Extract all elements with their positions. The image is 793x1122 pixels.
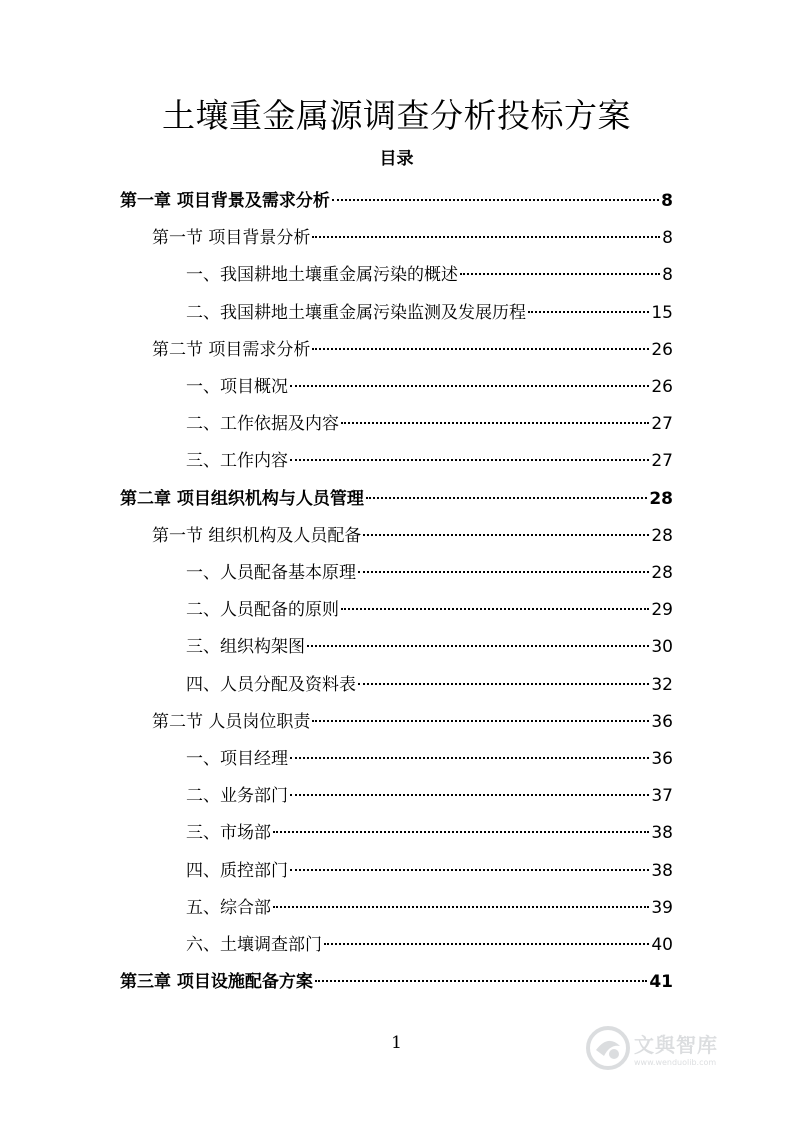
toc-entry-page: 27 xyxy=(651,414,673,435)
toc-entry-level-3[interactable] xyxy=(186,262,673,288)
toc-dot-leader xyxy=(290,794,649,796)
page-number: 1 xyxy=(391,1033,402,1053)
toc-entry-level-3[interactable] xyxy=(186,672,673,698)
toc-entry-page: 26 xyxy=(651,339,673,360)
toc-entry-level-2[interactable] xyxy=(152,225,673,251)
toc-entry-page: 29 xyxy=(651,600,673,621)
toc-dot-leader xyxy=(290,757,649,759)
toc-entry-label: 一、人员配备基本原理 xyxy=(186,563,356,583)
toc-entry-level-1[interactable] xyxy=(120,969,673,995)
toc-entry-page: 39 xyxy=(651,897,673,918)
toc-entry-level-2[interactable] xyxy=(152,337,673,363)
toc-entry-level-3[interactable] xyxy=(186,374,673,400)
watermark-name: 文與智库 xyxy=(634,1033,718,1057)
toc-entry-page: 28 xyxy=(651,525,673,546)
toc-entry-label: 二、人员配备的原则 xyxy=(186,600,339,621)
toc-heading: 目录 xyxy=(379,149,414,169)
toc-entry-label: 一、我国耕地土壤重金属污染的概述 xyxy=(186,265,458,286)
toc-entry-page: 38 xyxy=(651,823,673,844)
toc-entry-level-3[interactable] xyxy=(186,597,673,623)
toc-dot-leader xyxy=(290,459,649,461)
toc-entry-level-2[interactable] xyxy=(152,523,673,549)
toc-entry-level-3[interactable] xyxy=(186,448,673,474)
toc-dot-leader xyxy=(332,199,659,201)
toc-entry-label: 四、人员分配及资料表 xyxy=(186,674,356,695)
toc-entry-page: 15 xyxy=(651,302,673,323)
toc-dot-leader xyxy=(312,720,649,722)
toc-dot-leader xyxy=(312,348,649,350)
toc-entry-level-3[interactable] xyxy=(186,746,673,772)
toc-entry-page: 28 xyxy=(649,488,673,509)
toc-entry-page: 40 xyxy=(651,935,673,955)
watermark-url: www.wenduolib.com xyxy=(634,1058,717,1067)
toc-entry-label: 三、工作内容 xyxy=(186,451,288,472)
toc-entry-page: 26 xyxy=(651,377,673,397)
toc-entry-label: 第二节 人员岗位职责 xyxy=(152,711,311,732)
toc-entry-level-3[interactable] xyxy=(186,820,673,846)
toc-dot-leader xyxy=(324,943,649,945)
toc-entry-page: 36 xyxy=(651,711,673,732)
toc-dot-leader xyxy=(358,683,649,685)
document-title: 土壤重金属源调查分析投标方案 xyxy=(162,96,631,135)
toc-entry-level-3[interactable] xyxy=(186,411,673,437)
toc-dot-leader xyxy=(366,497,647,499)
toc-entry-level-1[interactable] xyxy=(120,188,673,214)
toc-dot-leader xyxy=(341,422,649,424)
toc-entry-page: 37 xyxy=(651,786,673,807)
toc-entry-level-3[interactable] xyxy=(186,932,673,958)
toc-entry-label: 二、我国耕地土壤重金属污染监测及发展历程 xyxy=(186,302,526,323)
toc-dot-leader xyxy=(273,831,649,833)
toc-entry-page: 38 xyxy=(651,860,673,881)
toc-dot-leader xyxy=(341,608,649,610)
toc-entry-page: 8 xyxy=(662,265,673,286)
toc-entry-level-3[interactable] xyxy=(186,895,673,921)
watermark xyxy=(586,1020,756,1076)
toc-entry-label: 六、土壤调查部门 xyxy=(186,935,322,955)
toc-dot-leader xyxy=(312,236,660,238)
toc-entry-level-3[interactable] xyxy=(186,300,673,326)
toc-dot-leader xyxy=(363,534,649,536)
toc-dot-leader xyxy=(290,869,649,871)
toc-entry-level-1[interactable] xyxy=(120,486,673,512)
toc-entry-page: 30 xyxy=(651,637,673,658)
toc-entry-page: 28 xyxy=(651,563,673,583)
toc-dot-leader xyxy=(290,385,649,387)
toc-entry-label: 二、工作依据及内容 xyxy=(186,414,339,435)
watermark-logo-icon xyxy=(586,1026,630,1070)
toc-dot-leader xyxy=(315,980,647,982)
toc-entry-label: 二、业务部门 xyxy=(186,786,288,807)
toc-entry-label: 三、市场部 xyxy=(186,823,271,844)
toc-dot-leader xyxy=(460,273,660,275)
toc-entry-page: 27 xyxy=(651,451,673,472)
toc-dot-leader xyxy=(273,906,649,908)
toc-entry-level-2[interactable] xyxy=(152,709,673,735)
toc-entry-level-3[interactable] xyxy=(186,560,673,586)
toc-entry-level-3[interactable] xyxy=(186,634,673,660)
toc-entry-label: 第三章 项目设施配备方案 xyxy=(120,972,313,993)
toc-entry-label: 第一章 项目背景及需求分析 xyxy=(120,191,330,211)
toc-entry-label: 一、项目经理 xyxy=(186,749,288,769)
toc-entry-label: 第二节 项目需求分析 xyxy=(152,339,311,360)
toc-entry-page: 41 xyxy=(649,972,673,993)
toc-dot-leader xyxy=(358,571,649,573)
toc-dot-leader xyxy=(528,311,649,313)
toc-entry-page: 8 xyxy=(662,228,673,249)
toc-entry-label: 四、质控部门 xyxy=(186,860,288,881)
toc-dot-leader xyxy=(307,645,649,647)
toc-entry-page: 8 xyxy=(661,191,673,211)
toc-entry-label: 第一节 组织机构及人员配备 xyxy=(152,525,362,546)
toc-entry-label: 五、综合部 xyxy=(186,897,271,918)
toc-entry-level-3[interactable] xyxy=(186,783,673,809)
toc-entry-page: 32 xyxy=(651,674,673,695)
toc-entry-page: 36 xyxy=(651,749,673,769)
toc-entry-level-3[interactable] xyxy=(186,858,673,884)
toc-entry-label: 三、组织构架图 xyxy=(186,637,305,658)
toc-entry-label: 第一节 项目背景分析 xyxy=(152,228,311,249)
toc-entry-label: 一、项目概况 xyxy=(186,377,288,397)
toc-entry-label: 第二章 项目组织机构与人员管理 xyxy=(120,488,364,509)
